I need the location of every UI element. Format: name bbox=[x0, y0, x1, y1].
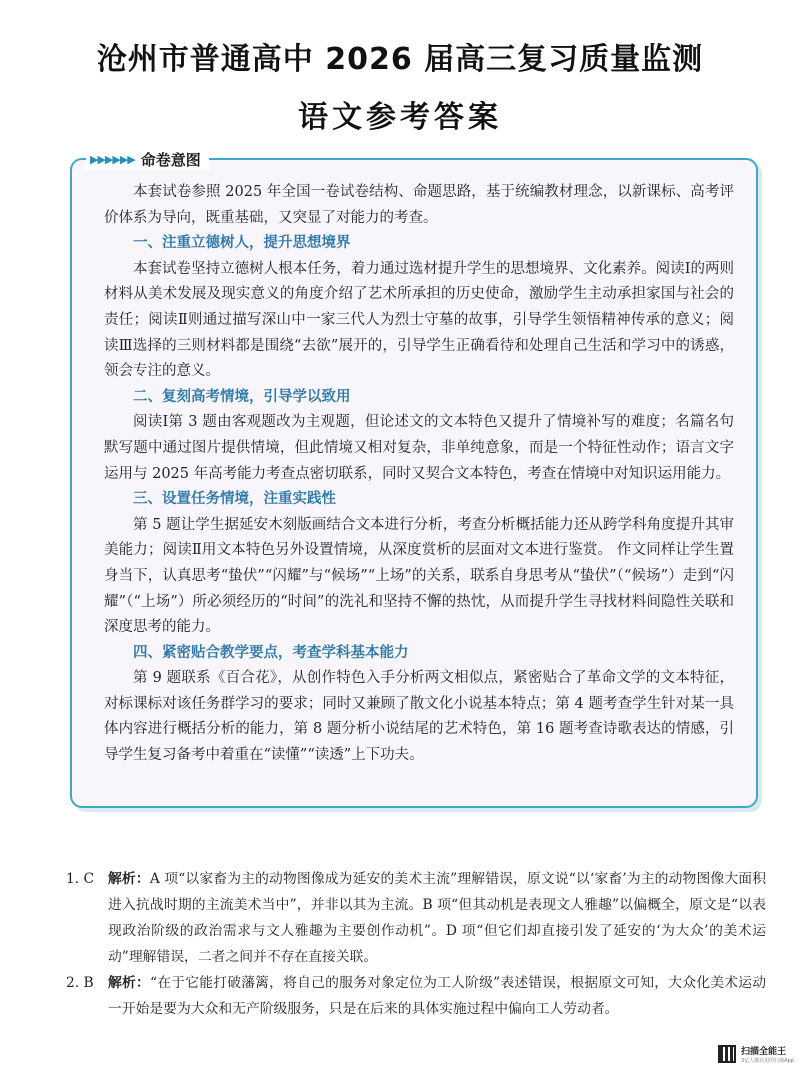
section-text-1: 本套试卷坚持立德树人根本任务，着力通过选材提升学生的思想境界、文化素养。阅读Ⅰ的两则材料从美术发展及现实意义的角度介绍了艺术所承担的历史使命，激励学生主动承担家国与社会的责任；阅读Ⅱ则通过描写深山中一家三代人为烈士守墓的故事，引导学生领悟精神传承的意义；阅读Ⅲ选择的三则材料都是围绕“去欲”展开的，引导学生正确看待和处理自己生活和学习中的诱惑，领会专注的意义。 bbox=[104, 260, 734, 380]
arrows-icon: ▶▶▶▶▶▶ bbox=[90, 152, 135, 166]
section-text-3: 第 5 题让学生据延安木刻版画结合文本进行分析，考查分析概括能力还从跨学科角度提升其审美能力；阅读Ⅱ用文本特色另外设置情境，从深度赏析的层面对文本进行鉴赏。 作文同样让学生置身当下，认真思考“蛰伏”“闪耀”与“候场”“上场”的关系，联系自身思考从“蛰伏”（“候场”）走到“闪耀”（“上场”）所必须经历的“时间”的洗礼和坚持不懈的热忱，从而提升学生寻找材料间隐性关联和深度思考的能力。 bbox=[104, 516, 734, 636]
section-text-2: 阅读Ⅰ第 3 题由客观题改为主观题，但论述文的文本特色又提升了情境补写的难度；名篇名句默写题中通过图片提供情境，但此情境又相对复杂，非单纯意象，而是一个特征性动作；语言文字运用与 2025 年高考能力考查点密切联系，同时又契合文本特色，考查在情境中对知识运用能力。 bbox=[104, 414, 734, 482]
answer-label: 解析： bbox=[108, 975, 150, 991]
answer-text: A 项“以家畜为主的动物图像成为延安的美术主流”理解错误，原文说“以‘家畜’为主的动物图像大面积进入抗战时期的主流美术当中”，并非以其为主流。B 项“但其动机是表现文人雅趣”以偏概全，原文是“以表现政治阶级的政治需求与文人雅趣为主要创作动机”。D 项“但它们却直接引发了延安的‘为大众’的美术运动”理解错误，二者之间并不存在直接关联。 bbox=[108, 871, 767, 965]
document-subtitle: 语文参考答案 bbox=[298, 100, 502, 135]
intent-box-header bbox=[86, 148, 209, 170]
qr-code-icon bbox=[718, 1045, 736, 1063]
answer-number: 1. C bbox=[66, 871, 95, 887]
watermark-text: 扫描全能王 bbox=[741, 1047, 787, 1057]
document-title: 沧州市普通高中 2026 届高三复习质量监测 bbox=[96, 42, 704, 77]
answer-body bbox=[108, 866, 766, 970]
section-heading-2: 二、复刻高考情境，引导学以致用 bbox=[133, 388, 351, 405]
answer-body bbox=[108, 970, 766, 1022]
section-heading-1: 一、注重立德树人，提升思想境界 bbox=[133, 235, 351, 252]
section-heading-3: 三、设置任务情境，注重实践性 bbox=[133, 491, 336, 508]
answers-list bbox=[66, 866, 766, 1022]
answer-item-2 bbox=[66, 970, 766, 1022]
scanner-watermark bbox=[718, 1044, 794, 1064]
watermark-subtext: 3亿人都在用的扫描App bbox=[741, 1058, 794, 1064]
section-heading-4: 四、紧密贴合教学要点，考查学科基本能力 bbox=[133, 644, 409, 661]
intent-box-content bbox=[104, 180, 734, 769]
answer-text: “在于它能打破藩篱，将自己的服务对象定位为工人阶级”表述错误，根据原文可知，大众化美术运动一开始是要为大众和无产阶级服务，只是在后来的具体实施过程中偏向工人劳动者。 bbox=[108, 975, 766, 1017]
answer-item-1 bbox=[66, 866, 766, 970]
section-text-4: 第 9 题联系《百合花》，从创作特色入手分析两文相似点，紧密贴合了革命文学的文本特征，对标课标对该任务群学习的要求；同时又兼顾了散文化小说基本特点；第 4 题考查学生针对某一具体内容进行概括分析的能力，第 8 题分析小说结尾的艺术特色，第 16 题考查诗歌表达的情感，引导学生复习备考中着重在“读懂”“读透”上下功夫。 bbox=[104, 670, 734, 764]
answer-label: 解析： bbox=[108, 871, 150, 887]
intro-paragraph: 本套试卷参照 2025 年全国一卷试卷结构、命题思路，基于统编教材理念，以新课标、高考评价体系为导向，既重基础，又突显了对能力的考查。 bbox=[104, 184, 734, 226]
intent-box-title: 命卷意图 bbox=[140, 150, 201, 169]
answer-number: 2. B bbox=[66, 975, 94, 991]
